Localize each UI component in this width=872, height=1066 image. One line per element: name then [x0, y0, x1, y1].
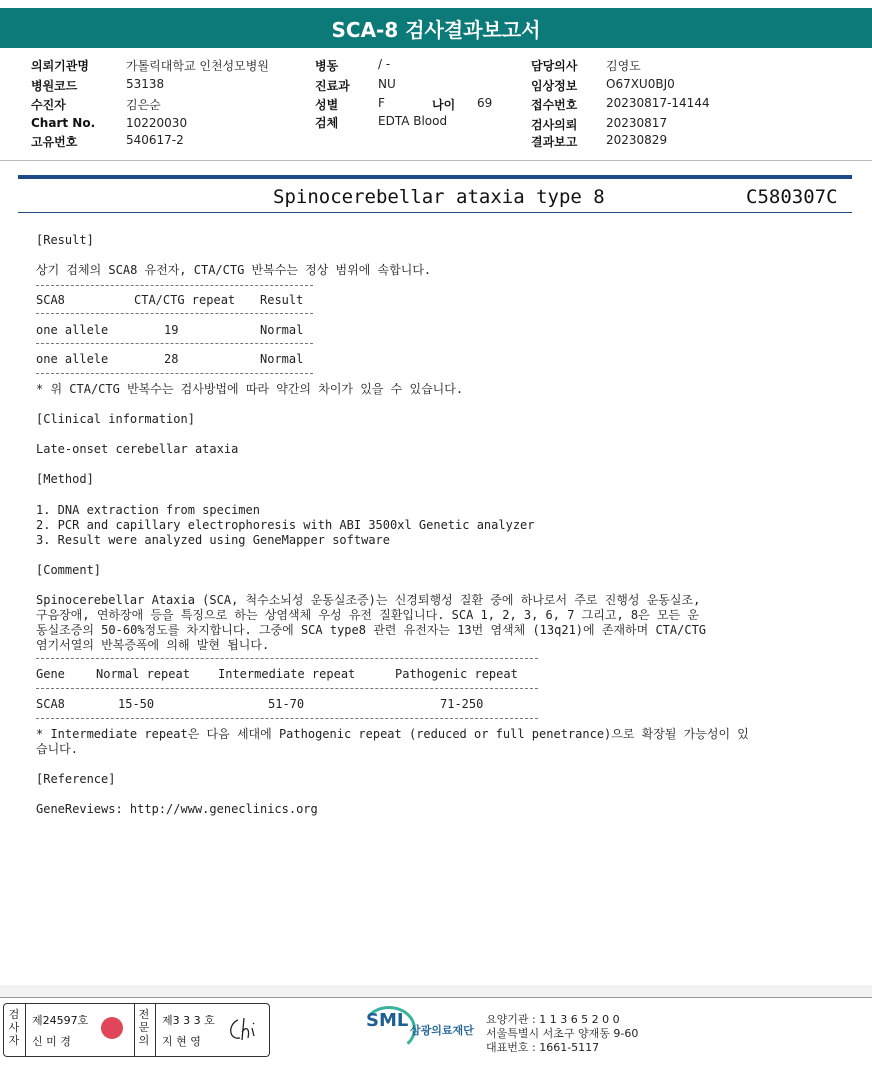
code-label: 병원코드 — [31, 79, 78, 93]
reference-heading: [Reference] — [36, 772, 116, 786]
table1-cell: 28 — [164, 352, 179, 366]
id-value: 540617-2 — [126, 133, 184, 147]
table1-cell: 19 — [164, 323, 179, 337]
table2-cell: 15-50 — [118, 697, 155, 711]
doctor-label: 담당의사 — [531, 59, 578, 73]
footer-band — [0, 985, 872, 997]
table2-header-pathogenic: Pathogenic repeat — [395, 667, 518, 681]
code-value: 53138 — [126, 77, 165, 91]
method-heading: [Method] — [36, 472, 94, 486]
clinical-info-value: O67XU0BJ0 — [606, 77, 675, 91]
dept-value: NU — [378, 77, 396, 91]
patient-label: 수진자 — [31, 98, 66, 112]
note-2-line: 습니다. — [36, 742, 79, 756]
hospital-value: 가톨릭대학교 인천성모병원 — [126, 59, 269, 73]
signature-separator — [25, 1004, 26, 1056]
reference-text: GeneReviews: http://www.geneclinics.org — [36, 802, 318, 816]
method-line: 1. DNA extraction from specimen — [36, 503, 260, 517]
comment-line: Spinocerebellar Ataxia (SCA, 척수소뇌성 운동실조증)는 신경퇴행성 질환 중에 하나로서 주로 진행성 운동실조, — [36, 593, 701, 607]
report-title: SCA-8 검사결과보고서 — [0, 8, 872, 48]
org-address: 서울특별시 서초구 양재동 9-60 — [486, 1027, 639, 1040]
specialist-name: 지 현 영 — [162, 1035, 201, 1048]
table1-rule — [36, 313, 313, 314]
header-divider — [0, 160, 872, 161]
table2-header-intermediate: Intermediate repeat — [218, 667, 356, 681]
note-1: * 위 CTA/CTG 반복수는 검사방법에 따라 약간의 차이가 있을 수 있습니다. — [36, 382, 464, 396]
table1-cell: Normal — [260, 323, 304, 337]
hospital-label: 의뢰기관명 — [31, 59, 89, 73]
note-2-line: * Intermediate repeat은 다음 세대에 Pathogenic repeat (reduced or full penetrance)으로 확장될 가능성이 있 — [36, 727, 749, 741]
request-date-value: 20230817 — [606, 116, 668, 130]
footer-divider — [0, 997, 872, 998]
report-date-label: 결과보고 — [531, 135, 578, 149]
ward-label: 병동 — [315, 59, 339, 73]
table1-rule — [36, 343, 313, 344]
table1-header-result: Result — [260, 293, 304, 307]
chart-label: Chart No. — [31, 116, 96, 130]
tester-name: 신 미 경 — [32, 1035, 71, 1048]
handwritten-signature-icon — [226, 1014, 262, 1044]
table1-cell: Normal — [260, 352, 304, 366]
age-value: 69 — [477, 96, 493, 110]
report-date-value: 20230829 — [606, 133, 668, 147]
table1-cell: one allele — [36, 323, 109, 337]
table1-cell: one allele — [36, 352, 109, 366]
specialist-license: 제3 3 3 호 — [162, 1014, 215, 1027]
comment-line: 동실조증의 50-60%정도를 차지합니다. 그중에 SCA type8 관련 유전자는 13번 염색체 (13q21)에 존재하며 CTA/CTG — [36, 623, 707, 637]
comment-line: 염기서열의 반복증폭에 의해 발현 됩니다. — [36, 638, 270, 652]
result-text: 상기 검체의 SCA8 유전자, CTA/CTG 반복수는 정상 범위에 속합니다. — [36, 263, 432, 277]
specialist-vertical-label: 전문의 — [138, 1008, 150, 1047]
clinical-info-label: 임상정보 — [531, 79, 578, 93]
sex-value: F — [378, 96, 385, 110]
table1-header-repeat: CTA/CTG repeat — [134, 293, 236, 307]
table1-rule — [36, 285, 313, 286]
test-name: Spinocerebellar ataxia type 8 — [273, 186, 605, 208]
ward-value: / - — [378, 57, 391, 71]
table1-rule — [36, 373, 313, 374]
comment-line: 구음장애, 연하장애 등을 특징으로 하는 상염색체 우성 유전 질환입니다. SCA 1, 2, 3, 6, 7 그리고, 8은 모든 운 — [36, 608, 699, 622]
request-date-label: 검사의뢰 — [531, 118, 578, 132]
seal-stamp-icon — [101, 1017, 123, 1039]
doctor-value: 김영도 — [606, 59, 641, 73]
signature-separator — [134, 1004, 135, 1056]
org-code: 요양기관 : 1 1 3 6 5 2 0 0 — [486, 1013, 620, 1026]
tester-vertical-label: 검사자 — [8, 1008, 20, 1047]
table2-cell: 51-70 — [268, 697, 305, 711]
chart-value: 10220030 — [126, 116, 188, 130]
patient-value: 김은순 — [126, 98, 161, 112]
clinical-heading: [Clinical information] — [36, 412, 195, 426]
title-rule-top — [18, 175, 852, 179]
dept-label: 진료과 — [315, 79, 350, 93]
receipt-label: 접수번호 — [531, 98, 578, 112]
table2-rule — [36, 688, 538, 689]
org-phone: 대표번호 : 1661-5117 — [486, 1041, 600, 1054]
specimen-value: EDTA Blood — [378, 114, 448, 128]
sml-logo-text: SML — [366, 1010, 409, 1031]
tester-license: 제24597호 — [32, 1014, 89, 1027]
receipt-value: 20230817-14144 — [606, 96, 710, 110]
method-line: 2. PCR and capillary electrophoresis with ABI 3500xl Genetic analyzer — [36, 518, 535, 532]
age-label: 나이 — [432, 98, 456, 112]
result-heading: [Result] — [36, 233, 94, 247]
table1-header-gene: SCA8 — [36, 293, 65, 307]
sex-label: 성별 — [315, 98, 339, 112]
comment-heading: [Comment] — [36, 563, 102, 577]
test-code: C580307C — [746, 186, 838, 208]
table2-cell: 71-250 — [440, 697, 484, 711]
table2-cell: SCA8 — [36, 697, 65, 711]
clinical-text: Late-onset cerebellar ataxia — [36, 442, 239, 456]
id-label: 고유번호 — [31, 135, 78, 149]
table2-rule — [36, 718, 538, 719]
specimen-label: 검체 — [315, 116, 339, 130]
table2-rule — [36, 658, 538, 659]
org-name: 삼광의료재단 — [410, 1024, 474, 1037]
table2-header-normal: Normal repeat — [96, 667, 190, 681]
table2-header-gene: Gene — [36, 667, 65, 681]
signature-separator — [155, 1004, 156, 1056]
title-rule-bottom — [18, 212, 852, 213]
signature-box — [3, 1003, 270, 1057]
method-line: 3. Result were analyzed using GeneMapper software — [36, 533, 391, 547]
